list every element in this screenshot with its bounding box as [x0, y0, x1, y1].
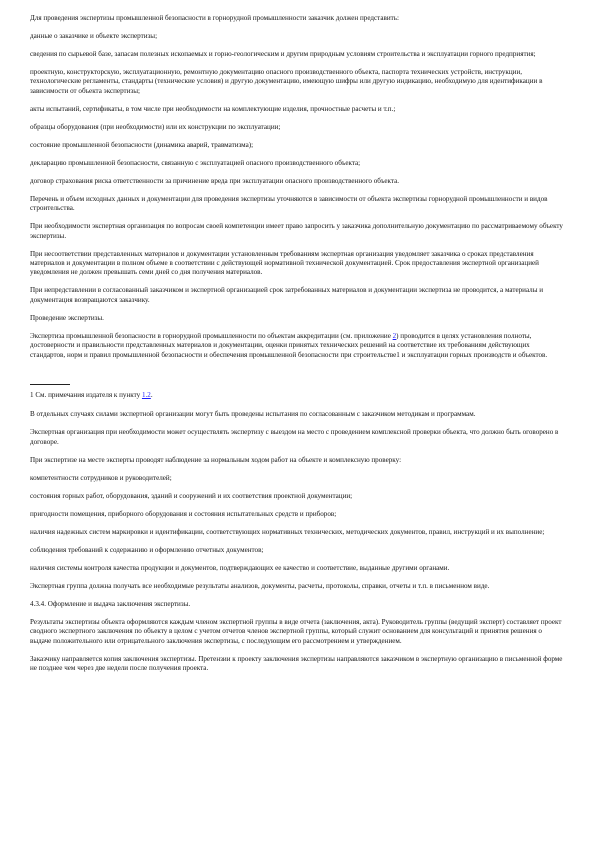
footnote-text: 1 См. примечания издателя к пункту: [30, 391, 142, 400]
footnote-end: .: [150, 391, 153, 400]
paragraph-purpose-text-1: Экспертиза промышленной безопасности в горнорудной промышленности по объектам аккредитации (см. приложение: [30, 331, 393, 340]
list-item-insurance: договор страхования риска ответственности за причинение вреда при эксплуатации опасного производственного объекта.: [30, 176, 400, 185]
paragraph-onsite-check: При экспертизе на месте эксперты проводят наблюдение за нормальным ходом работ на объекте и комплексную проверку:: [30, 455, 402, 464]
footnote: [30, 391, 565, 400]
paragraph-return-docs: При непредставлении в согласованный заказчиком и экспертной организацией срок затребованных материалов и документации экспертиза не проводится, а материалы и документация возвращаются заказчику.: [30, 286, 544, 304]
list-item-test-acts: акты испытаний, сертификаты, в том числе при необходимости на комплектующие изделия, прочностные расчеты и т.п.;: [30, 104, 396, 113]
section-heading-conclusion: 4.3.4. Оформление и выдача заключения экспертизы.: [30, 599, 191, 608]
paragraph-purpose: [30, 332, 565, 360]
paragraph-request-docs: При необходимости экспертная организация по вопросам своей компетенции имеет право запросить у заказчика дополнительную документацию по рассматриваемому объекту экспертизы.: [30, 222, 563, 240]
appendix-link[interactable]: 2: [392, 331, 397, 340]
list-item-project-docs: проектную, конструкторскую, эксплуатационную, ремонтную документацию опасного производственного объекта, паспорта технических устройств, инструкции, технологические регламенты, стандарты (технические условия) и другую документацию, имеющую шифры или другую индикацию, необходимую для идентификации в зависимости от объекта экспертизы;: [30, 68, 543, 95]
paragraph-scope: Перечень и объем исходных данных и документации для проведения экспертизы уточняются в зависимости от объекта экспертизы горнорудной промышленности и видов строительства.: [30, 194, 548, 213]
list-item-competence: компетентности сотрудников и руководителей;: [30, 473, 172, 482]
footnote-divider: [30, 384, 70, 385]
paragraph-purpose-text-2: ) проводится в целях установления полноты, достоверности и правильности представленных материалов и документации, оценки принятых технических решений на соответствие их требованиям действующих стандартов, норм и правил промышленной безопасности и обеспечения промышленной безопасности при строительстве1 и эксплуатации горных производств и объектов.: [30, 331, 548, 359]
paragraph-tests: В отдельных случаях силами экспертной организации могут быть проведены испытания по согласованным с заказчиком методикам и программам.: [30, 410, 476, 419]
paragraph-onsite: Экспертная организация при необходимости может осуществлять экспертизу с выездом на место с проведением комплексной проверки объекта, что должно быть оговорено в договоре.: [30, 428, 559, 446]
list-item-safety-state: состояние промышленной безопасности (динамика аварий, травматизма);: [30, 140, 254, 149]
list-item-premises: пригодности помещения, приборного оборудования и состояния испытательных средств и приборов;: [30, 509, 337, 518]
list-item-reporting: соблюдения требований к содержанию и оформлению отчетных документов;: [30, 545, 264, 554]
section-heading-conduct: Проведение экспертизы.: [30, 313, 104, 322]
paragraph-nonconformity: При несоответствии представленных материалов и документации установленным требованиям экспертная организация уведомляет заказчика о сроках представления материалов и документации в полном объеме в соответствии с действующей нормативной технической документацией. Срок предоставления экспертной организацией уведомления не должен превышать семи дней со дня получения материалов.: [30, 249, 539, 277]
paragraph-claims: Заказчику направляется копия заключения экспертизы. Претензии к проекту заключения экспертизы направляются заказчиком в экспертную организацию в письменной форме не позднее чем через две недели после получения проекта.: [30, 654, 563, 673]
list-item-raw-base: сведения по сырьевой базе, запасам полезных ископаемых и горно-геологическим и другим природным условиям строительства и эксплуатации горного предприятия;: [30, 50, 536, 58]
list-item-quality-control: наличия системы контроля качества продукции и документов, подтверждающих ее качество и соответствие, выданные другими органами.: [30, 563, 450, 572]
paragraph-results: Результаты экспертизы объекта оформляются каждым членом экспертной группы в виде отчета (заключения, акта). Руководитель группы (ведущий эксперт) составляет проект сводного экспертного заключения по объекту в целом с учетом отчетов членов экспертной группы, который служит основанием для консультаций и принятия решения о выдаче положительного или отрицательного заключения экспертизы, с последующим его рассмотрением и утверждением.: [30, 617, 562, 645]
list-item-mining-state: состояния горных работ, оборудования, зданий и сооружений и их соответствия проектной документации;: [30, 491, 353, 500]
list-item-declaration: декларацию промышленной безопасности, связанную с эксплуатацией опасного производственного объекта;: [30, 158, 361, 167]
list-item-customer-data: данные о заказчике и объекте экспертизы;: [30, 32, 158, 40]
list-item-marking: наличия надежных систем маркировки и идентификации, соответствующих нормативных технических, методических документов, правил, инструкций и их выполнение;: [30, 527, 545, 536]
paragraph-intro: Для проведения экспертизы промышленной безопасности в горнорудной промышленности заказчик должен представить:: [30, 14, 399, 22]
footnote-link[interactable]: 1.2: [141, 391, 151, 400]
list-item-equipment-samples: образцы оборудования (при необходимости) или их конструкции по эксплуатации;: [30, 122, 281, 131]
paragraph-expert-group: Экспертная группа должна получать все необходимые результаты анализов, документы, расчеты, протоколы, справки, отчеты и т.п. в письменном виде.: [30, 581, 490, 590]
